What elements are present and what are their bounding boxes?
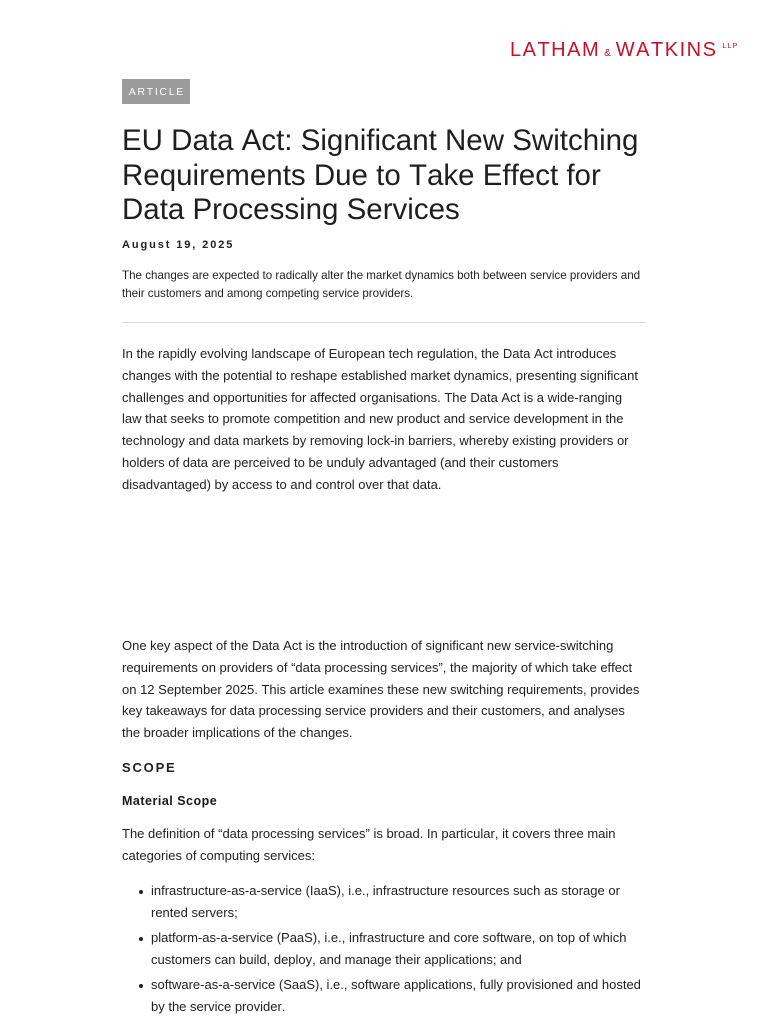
intro-paragraph: In the rapidly evolving landscape of European tech regulation, the Data Act introduces changes with the potential to reshape established market dynamics, presenting significant challenges and opportunities for affected organisations. The Data Act is a wide-ranging law that seeks to promote competition and new product and service development in the technology and data markets by removing lock-in barriers, whereby existing providers or holders of data are perceived to be unduly advantaged (and their customers disadvantaged) by access to and control over that data.: [122, 346, 638, 492]
list-item: [122, 974, 649, 1018]
section-subheading: Material Scope: [122, 794, 218, 808]
section-heading: SCOPE: [122, 760, 177, 775]
bullet-icon: [139, 890, 143, 894]
list-item-text: platform-as-a-service (PaaS), i.e., infrastructure and core software, on top of which customers can build, deploy, and manage their applications; and: [151, 930, 627, 967]
section-paragraph: The definition of “data processing services” is broad. In particular, it covers three main categories of computing services:: [122, 826, 616, 863]
logo-word-latham: LATHAM: [510, 39, 601, 61]
list-item: [122, 880, 649, 924]
badge-label: ARTICLE: [128, 85, 185, 98]
article-title: EU Data Act: Significant New Switching Requirements Due to Take Effect for Data Processing Services: [122, 124, 639, 226]
list-item-text: infrastructure-as-a-service (IaaS), i.e., infrastructure resources such as storage or rented servers;: [151, 883, 620, 920]
firm-logo[interactable]: [510, 40, 738, 64]
list-item: [122, 927, 649, 971]
intro-paragraph: One key aspect of the Data Act is the introduction of significant new service-switching requirements on providers of “data processing services”, the majority of which take effect on 12 September 2025. This article examines these new switching requirements, provides key takeaways for data processing service providers and their customers, and analyses the broader implications of the changes.: [122, 638, 640, 741]
service-categories-list: [122, 880, 649, 1021]
logo-word-watkins: WATKINS: [615, 39, 718, 61]
article-type-badge: [122, 79, 190, 104]
article-summary: The changes are expected to radically alter the market dynamics both between service providers and their customers and among competing service providers.: [122, 269, 641, 300]
summary-divider: [122, 322, 646, 323]
logo-ampersand: &: [604, 48, 611, 59]
list-item-text: software-as-a-service (SaaS), i.e., software applications, fully provisioned and hosted by the service provider.: [151, 977, 641, 1014]
publish-date: August 19, 2025: [122, 239, 235, 251]
bullet-icon: [139, 984, 143, 988]
logo-suffix: LLP: [722, 41, 739, 50]
bullet-icon: [139, 937, 143, 941]
